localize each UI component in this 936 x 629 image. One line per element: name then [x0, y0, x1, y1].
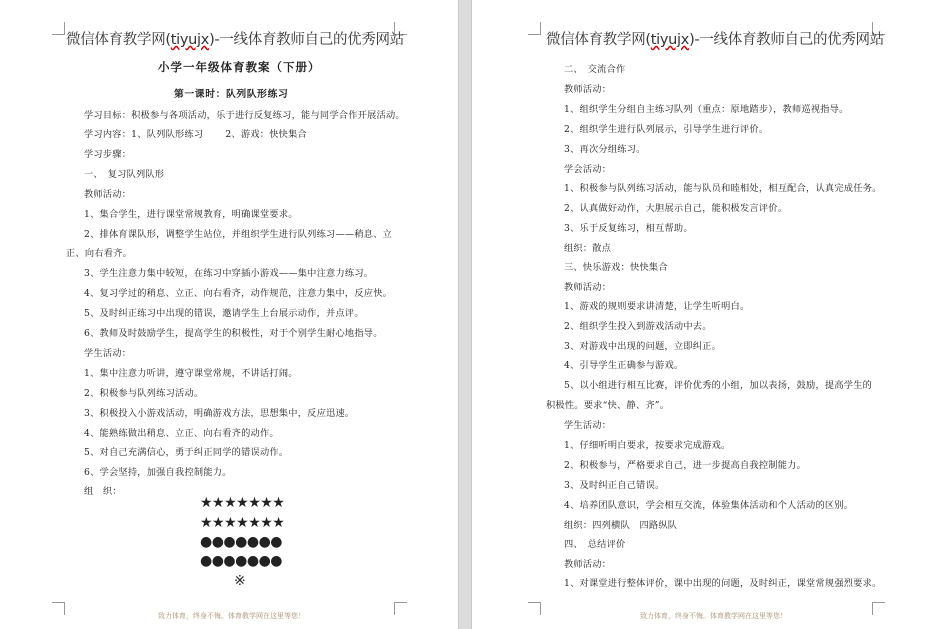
page-footer: 致力体育，终身不悔。体育教学网在这里等您！ — [640, 612, 787, 620]
body-line: 2、积极参与队列练习活动。 — [84, 388, 204, 399]
margin-corner-bottom-left — [52, 602, 65, 615]
teacher-position-symbol: ※ — [234, 573, 246, 589]
body-line: 3、对游戏中出现的问题，立即纠正。 — [564, 341, 722, 352]
section-heading: 二、 交流合作 — [564, 64, 626, 75]
body-line: 组 织： — [84, 486, 122, 497]
body-line: 1、游戏的规则要求讲清楚，让学生听明白。 — [564, 301, 750, 312]
body-line: 3、乐于反复练习，相互帮助。 — [564, 223, 693, 234]
formation-row-stars: ★★★★★★★ — [200, 515, 285, 531]
lesson-subtitle: 第一课时：队列队形练习 — [174, 89, 289, 100]
body-line: 积极性。要求“快、静、齐”。 — [546, 400, 670, 411]
margin-corner-bottom-left — [528, 602, 541, 615]
body-line: 教师活动： — [564, 559, 612, 570]
formation-row-dots: ●●●●●●● — [200, 534, 283, 550]
page-title: 小学一年级体育教案（下册） — [158, 60, 321, 74]
body-line: 学会活动： — [564, 164, 612, 175]
body-line: 教师活动： — [564, 84, 612, 95]
section-heading: 四、 总结评价 — [564, 539, 626, 550]
document-page-right — [472, 0, 936, 629]
body-line: 3、再次分组练习。 — [564, 144, 646, 155]
body-line: 6、学会坚持，加强自我控制能力。 — [84, 467, 232, 478]
watermark-suffix: )-一线体育教师自己的优秀网站 — [209, 32, 404, 48]
document-page-left — [0, 0, 458, 629]
body-line: 2、排体育课队形，调整学生站位，并组织学生进行队列练习——稍息、立 — [84, 229, 393, 240]
body-line: 1、组织学生分组自主练习队列（重点：原地踏步），教师巡视指导。 — [564, 104, 849, 115]
watermark-link[interactable]: tiyujx — [170, 32, 210, 48]
body-line: 组织：四列横队 四路纵队 — [564, 520, 678, 531]
body-line: 学习步骤： — [84, 149, 132, 160]
body-line: 5、以小组进行相互比赛，评价优秀的小组，加以表扬，鼓励，提高学生的 — [564, 380, 873, 391]
body-line: 2、组织学生投入到游戏活动中去。 — [564, 321, 712, 332]
body-line: 教师活动： — [84, 189, 132, 200]
header-watermark — [546, 28, 884, 49]
body-line: 4、培养团队意识，学会相互交流，体验集体活动和个人活动的区别。 — [564, 500, 854, 511]
margin-corner-bottom-right — [394, 602, 407, 615]
body-line: 1、积极参与队列练习活动，能与队员和睦相处，相互配合，认真完成任务。 — [564, 183, 882, 194]
watermark-prefix: 微信体育教学网( — [66, 32, 171, 48]
margin-corner-top-left — [52, 22, 65, 35]
watermark-suffix: )-一线体育教师自己的优秀网站 — [689, 32, 884, 48]
watermark-link[interactable]: tiyujx — [650, 32, 690, 48]
section-heading: 一、 复习队列队形 — [84, 169, 165, 180]
section-heading: 三、快乐游戏：快快集合 — [564, 262, 668, 273]
body-line: 2、认真做好动作，大胆展示自己，能积极发言评价。 — [564, 203, 788, 214]
page-gutter — [458, 0, 472, 629]
body-line: 3、学生注意力集中较短，在练习中穿插小游戏——集中注意力练习。 — [84, 268, 374, 279]
body-line: 学生活动： — [84, 348, 132, 359]
body-line: 正、向右看齐。 — [66, 248, 133, 259]
body-line: 1、仔细听明白要求，按要求完成游戏。 — [564, 440, 731, 451]
body-line: 4、引导学生正确参与游戏。 — [564, 360, 684, 371]
formation-row-dots: ●●●●●●● — [200, 553, 283, 569]
body-line: 6、教师及时鼓励学生，提高学生的积极性，对于个别学生耐心地指导。 — [84, 328, 383, 339]
body-line: 2、积极参与，严格要求自己，进一步提高自我控制能力。 — [564, 460, 807, 471]
body-line: 4、复习学过的稍息、立正、向右看齐，动作规范，注意力集中，反应快。 — [84, 288, 393, 299]
body-line: 3、积极投入小游戏活动，明确游戏方法，思想集中，反应迅速。 — [84, 408, 355, 419]
header-watermark — [66, 28, 404, 49]
formation-row-stars: ★★★★★★★ — [200, 495, 285, 511]
page-footer: 致力体育，终身不悔。体育教学网在这里等您！ — [158, 612, 305, 620]
margin-corner-bottom-right — [872, 602, 885, 615]
body-line: 3、及时纠正自己错误。 — [564, 480, 665, 491]
body-line: 5、及时纠正练习中出现的错误，邀请学生上台展示动作，并点评。 — [84, 308, 364, 319]
body-line: 5、对自己充满信心，勇于纠正同学的错误动作。 — [84, 447, 289, 458]
body-line: 学习内容：1、队列队形练习 2、游戏：快快集合 — [84, 129, 307, 140]
margin-corner-top-left — [528, 22, 541, 35]
body-line: 2、组织学生进行队列展示，引导学生进行评价。 — [564, 124, 769, 135]
watermark-prefix: 微信体育教学网( — [546, 32, 651, 48]
body-line: 组织：散点 — [564, 243, 612, 254]
body-line: 4、能熟练做出稍息、立正、向右看齐的动作。 — [84, 428, 279, 439]
body-line: 学习目标：积极参与各项活动，乐于进行反复练习，能与同学合作开展活动。 — [84, 110, 405, 121]
body-line: 学生活动： — [564, 420, 612, 431]
body-line: 1、对课堂进行整体评价，课中出现的问题，及时纠正，课堂常规强烈要求。 — [564, 578, 882, 589]
body-line: 教师活动： — [564, 282, 612, 293]
body-line: 1、集中注意力听讲，遵守课堂常规，不讲话打闹。 — [84, 368, 298, 379]
body-line: 1、集合学生，进行课堂常规教育，明确课堂要求。 — [84, 209, 298, 220]
